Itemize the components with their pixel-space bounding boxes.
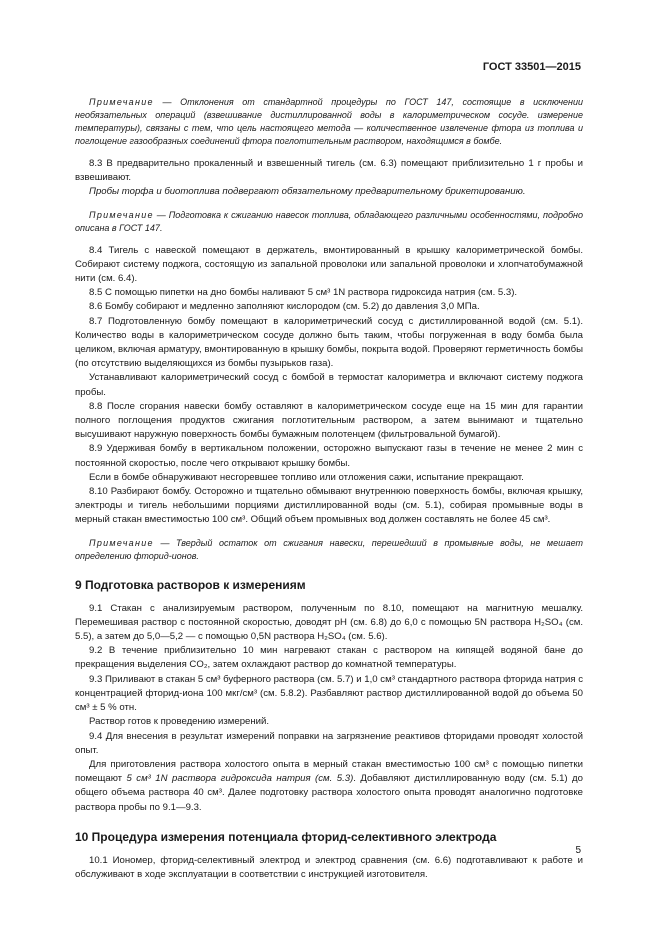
- paragraph-8-7: 8.7 Подготовленную бомбу помещают в калориметрический сосуд с дистиллированной водой (см. 5.1). Количество воды в калориметрическом сосуде должно быть таким, чтобы погруженная в воду бомба была целиком, включая арматуру, вмонтированную в крышку бомбы, покрыта водой. Проверяют герметичность бомбы (по отсутствию выделяющихся из бомбы пузырьков газа).: [75, 315, 583, 370]
- paragraph-9-3b: Раствор готов к проведению измерений.: [89, 716, 270, 728]
- note-2: [75, 209, 583, 235]
- note-label: Примечание: [89, 209, 154, 220]
- paragraph-9-4b: [75, 758, 583, 815]
- section-10-heading: 10 Процедура измерения потенциала фторид-селективного электрода: [75, 829, 497, 844]
- text-run: . Добавляют дистиллированную воду (см. 5.1) до общего объема раствора 40 см³. Далее подготовку раствора холостого опыта проводят аналогично подготовке раствора пробы по 9.1—9.3.: [75, 773, 583, 813]
- paragraph-8-4: 8.4 Тигель с навеской помещают в держатель, вмонтированный в крышку калориметрической бомбы. Собирают систему поджога, состоящую из запальной проволоки или запальной проволоки и хлопчатобумажной нити (см. 6.4).: [75, 244, 583, 285]
- paragraph-8-7b: Устанавливают калориметрический сосуд с бомбой в термостат калориметра и включают систему поджога пробы.: [75, 372, 583, 398]
- standard-code-header: ГОСТ 33501—2015: [482, 61, 581, 73]
- paragraph-10-1: 10.1 Иономер, фторид-селективный электрод и электрод сравнения (см. 6.6) подготавливают к работе и обслуживают в ходе эксплуатации в соответствии с инструкцией изготовителя.: [75, 854, 583, 880]
- paragraph-8-9: 8.9 Удерживая бомбу в вертикальном положении, осторожно выпускают газы в течение не менее 2 мин с постоянной скоростью, после чего открывают крышку бомбы.: [75, 443, 583, 469]
- paragraph-9-1: 9.1 Стакан с анализируемым раствором, полученным по 8.10, помещают на магнитную мешалку. Перемешивая раствор с постоянной скоростью, доводят pH (см. 6.8) до 6,0 с помощью 5N раствора H₂SO₄ (см. 5.5), а затем до 5,0—5,2 — с помощью 0,5N раствора H₂SO₄ (см. 5.6).: [75, 602, 583, 643]
- paragraph-8-3: 8.3 В предварительно прокаленный и взвешенный тигель (см. 6.3) помещают приблизительно 1 г пробы и взвешивают.: [75, 158, 583, 184]
- page-content: [75, 96, 583, 882]
- note-text: — Твердый остаток от сжигания навески, перешедший в промывные воды, не мешает определению фторид-ионов.: [75, 537, 583, 561]
- paragraph-9-2: 9.2 В течение приблизительно 10 мин нагревают стакан с раствором на кипящей водяной бане до прекращения выделения CO₂, затем охлаждают раствор до комнатной температуры.: [75, 645, 583, 671]
- paragraph-8-8: 8.8 После сгорания навески бомбу оставляют в калориметрическом сосуде еще на 15 мин для гарантии полного поглощения продуктов сжигания поглотительным раствором, а затем вынимают и тщательно высушивают наружную поверхность бомбы бумажным полотенцем (фильтровальной бумагой).: [75, 400, 583, 441]
- paragraph-8-3-note: Пробы торфа и биотоплива подвергают обязательному предварительному брикетированию.: [89, 186, 526, 198]
- paragraph-8-5: 8.5 С помощью пипетки на дно бомбы наливают 5 см³ 1N раствора гидроксида натрия (см. 5.3).: [89, 287, 518, 299]
- section-9-heading: 9 Подготовка растворов к измерениям: [75, 577, 306, 592]
- paragraph-8-6: 8.6 Бомбу собирают и медленно заполняют кислородом (см. 5.2) до давления 3,0 МПа.: [89, 301, 480, 313]
- note-text: — Подготовка к сжиганию навесок топлива, обладающего различными особенностями, подробно описана в ГОСТ 147.: [75, 209, 583, 233]
- page-number: 5: [575, 845, 581, 856]
- paragraph-9-3: 9.3 Приливают в стакан 5 см³ буферного раствора (см. 5.7) и 1,0 см³ стандартного раствора фторида натрия с концентрацией фторид-иона 100 мкг/см³ (см. 5.8.2). Разбавляют раствор дистиллированной водой до объема 50 см³ ± 5 % отн.: [75, 673, 583, 714]
- paragraph-8-9b: Если в бомбе обнаруживают несгоревшее топливо или отложения сажи, испытание прекращают.: [89, 471, 524, 483]
- note-3: [75, 537, 583, 563]
- italic-run: 5 см³ 1N раствора гидроксида натрия (см. 5.3): [126, 773, 354, 785]
- note-text: — Отклонения от стандартной процедуры по ГОСТ 147, состоящие в исключении необязательных операций (взвешивание дистиллированной воды в калориметрическом сосуде. измерение температуры), связаны с тем, что цель настоящего метода — количественное извлечение фтора из топлива и поглощение газообразных соединений фтора поглотительным раствором, находящимся в бомбе.: [75, 97, 583, 146]
- text-run: Для приготовления раствора холостого опыта в мерный стакан вместимостью 100 см³ с помощью пипетки помещают: [75, 758, 583, 785]
- note-label: Примечание: [89, 537, 154, 548]
- note-label: Примечание: [89, 97, 154, 107]
- paragraph-9-4: 9.4 Для внесения в результат измерений поправки на загрязнение реактивов фторидами проводят холостой опыт.: [75, 730, 583, 756]
- note-1: [75, 96, 583, 148]
- paragraph-8-10: 8.10 Разбирают бомбу. Осторожно и тщательно обмывают внутреннюю поверхность бомбы, включая крышку, электроды и тигель небольшими порциями дистиллированной воды (см. 5.1), собирая промывные воды в мерный стакан вместимостью 100 см³. Общий объем промывных вод должен составлять не более 45 см³.: [75, 486, 583, 526]
